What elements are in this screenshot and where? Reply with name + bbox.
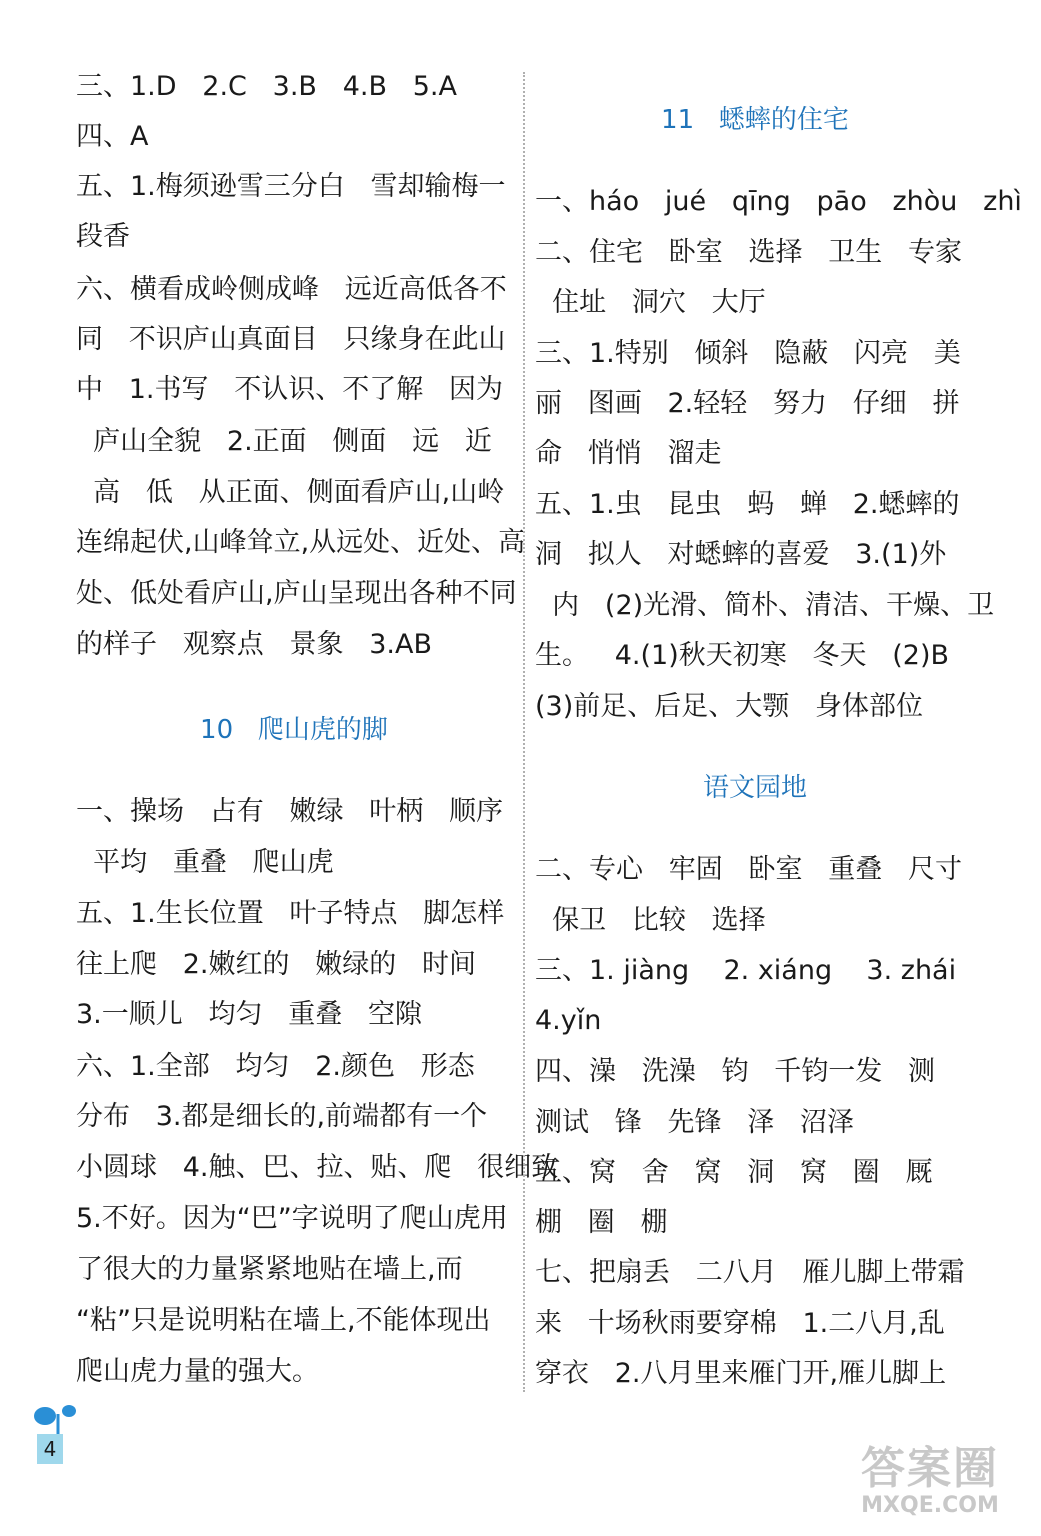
column-divider [523,72,525,1392]
answer-line: 洞 拟人 对蟋蟀的喜爱 3.(1)外 [535,539,947,570]
page-number: 4 [37,1434,63,1464]
answer-line: 棚 圈 棚 [535,1207,668,1238]
answer-line: 五、窝 舍 窝 洞 窝 圈 厩 [535,1157,933,1188]
answer-line: 4.yǐn [535,1005,602,1036]
answer-line: 穿衣 2.八月里来雁门开,雁儿脚上 [535,1358,947,1389]
answer-line: 七、把扇丢 二八月 雁儿脚上带霜 [535,1257,965,1288]
section-heading: 10 爬山虎的脚 [200,715,388,745]
answer-line: 住址 洞穴 大厅 [535,287,766,318]
answer-line: 中 1.书写 不认识、不了解 因为 [76,374,504,405]
watermark [830,1445,1030,1530]
section-heading: 11 蟋蟀的住宅 [661,105,849,135]
answer-line: 生。 4.(1)秋天初寒 冬天 (2)B [535,640,950,671]
answer-line: 来 十场秋雨要穿棉 1.二八月,乱 [535,1308,945,1339]
answer-line: 测试 锋 先锋 泽 沼泽 [535,1107,854,1138]
answer-line: 的样子 观察点 景象 3.AB [76,629,432,660]
answer-line: 六、1.全部 均匀 2.颜色 形态 [76,1051,475,1082]
answer-line: 保卫 比较 选择 [535,905,766,936]
answer-line: 命 悄悄 溜走 [535,438,722,469]
answer-line: 一、操场 占有 嫩绿 叶柄 顺序 [76,796,503,827]
answer-line: (3)前足、后足、大颚 身体部位 [535,691,923,722]
answer-line: 内 (2)光滑、简朴、清洁、干燥、卫 [535,590,995,621]
answer-line: 3.一顺儿 均匀 重叠 空隙 [76,999,423,1030]
answer-line: 丽 图画 2.轻轻 努力 仔细 拼 [535,388,960,419]
answer-line: 连绵起伏,山峰耸立,从远处、近处、高 [76,527,526,558]
answer-line: 庐山全貌 2.正面 侧面 远 近 [76,426,492,457]
answer-line: 段香 [76,221,130,252]
answer-line: 二、住宅 卧室 选择 卫生 专家 [535,237,962,268]
answer-line: 二、专心 牢固 卧室 重叠 尺寸 [535,854,962,885]
answer-line: 三、1.D 2.C 3.B 4.B 5.A [76,71,457,102]
answer-line: 高 低 从正面、侧面看庐山,山岭 [76,477,505,508]
answer-line: 平均 重叠 爬山虎 [76,847,334,878]
answer-line: 爬山虎力量的强大。 [76,1356,319,1387]
answer-line: 六、横看成岭侧成峰 远近高低各不 [76,274,507,305]
answer-line: 分布 3.都是细长的,前端都有一个 [76,1101,488,1132]
answer-line: 四、A [76,121,149,152]
answer-line: 三、1.特别 倾斜 隐蔽 闪亮 美 [535,338,961,369]
answer-line: 五、1.生长位置 叶子特点 脚怎样 [76,898,505,929]
answer-line: 五、1.虫 昆虫 蚂 蝉 2.蟋蟀的 [535,489,960,520]
answer-line: 了很大的力量紧紧地贴在墙上,而 [76,1254,463,1285]
answer-line: 5.不好。因为“巴”字说明了爬山虎用 [76,1203,508,1234]
answer-line: 四、澡 洗澡 钧 千钧一发 测 [535,1056,935,1087]
answer-line: 小圆球 4.触、巴、拉、贴、爬 很细致 [76,1152,559,1183]
answer-line: 三、1. jiàng 2. xiáng 3. zhái [535,955,957,986]
answer-line: 一、háo jué qīng pāo zhòu zhì [535,186,1022,217]
watermark-url: MXQE.COM [861,1493,999,1518]
watermark-logo: 答案圈 [861,1443,999,1494]
answer-line: 往上爬 2.嫩红的 嫩绿的 时间 [76,949,477,980]
answer-line: 五、1.梅须逊雪三分白 雪却输梅一 [76,171,506,202]
section-heading: 语文园地 [702,773,807,803]
answer-line: “粘”只是说明粘在墙上,不能体现出 [76,1305,491,1336]
answer-line: 同 不识庐山真面目 只缘身在此山 [76,324,506,355]
answer-line: 处、低处看庐山,庐山呈现出各种不同 [76,578,517,609]
